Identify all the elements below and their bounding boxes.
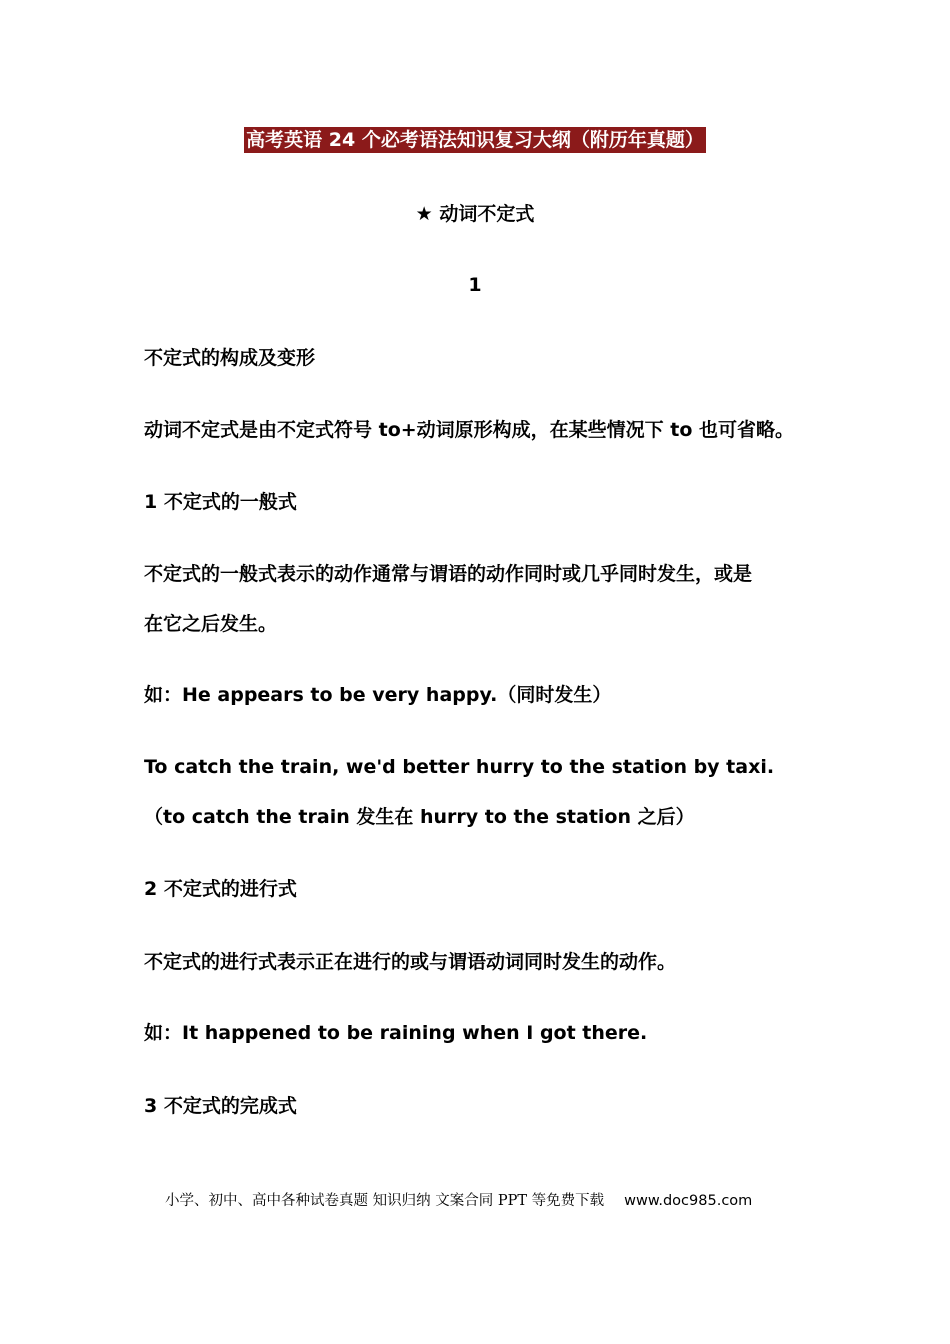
section-number: 1: [468, 274, 482, 296]
subheading-composition: 不定式的构成及变形: [144, 347, 316, 369]
title-container: [0, 127, 950, 153]
example-catch-train: To catch the train, we'd better hurry to the station by taxi.: [144, 756, 775, 778]
paragraph-definition: 动词不定式是由不定式符号 to+动词原形构成，在某些情况下 to 也可省略。: [144, 419, 795, 441]
paragraph-simple-form-line1: 不定式的一般式表示的动作通常与谓语的动作同时或几乎同时发生，或是: [144, 563, 753, 585]
example-progressive-form: 如：It happened to be raining when I got there.: [144, 1022, 648, 1044]
example-simple-form: 如：He appears to be very happy.（同时发生）: [144, 684, 612, 706]
paragraph-progressive-form: 不定式的进行式表示正在进行的或与谓语动词同时发生的动作。: [144, 951, 677, 973]
paragraph-simple-form-line2: 在它之后发生。: [144, 613, 278, 635]
example-catch-train-note: （to catch the train 发生在 hurry to the station 之后）: [144, 806, 695, 828]
footer-site-link[interactable]: www.doc985.com: [624, 1193, 753, 1209]
page-footer: [165, 1191, 752, 1211]
section-heading: ★ 动词不定式: [415, 203, 535, 225]
subheading-perfect-form: 3 不定式的完成式: [144, 1095, 297, 1117]
footer-text: 小学、初中、高中各种试卷真题 知识归纳 文案合同 PPT 等免费下载: [165, 1193, 605, 1209]
document-title: 高考英语 24 个必考语法知识复习大纲（附历年真题）: [246, 129, 704, 151]
subheading-simple-form: 1 不定式的一般式: [144, 491, 297, 513]
subheading-progressive-form: 2 不定式的进行式: [144, 878, 297, 900]
